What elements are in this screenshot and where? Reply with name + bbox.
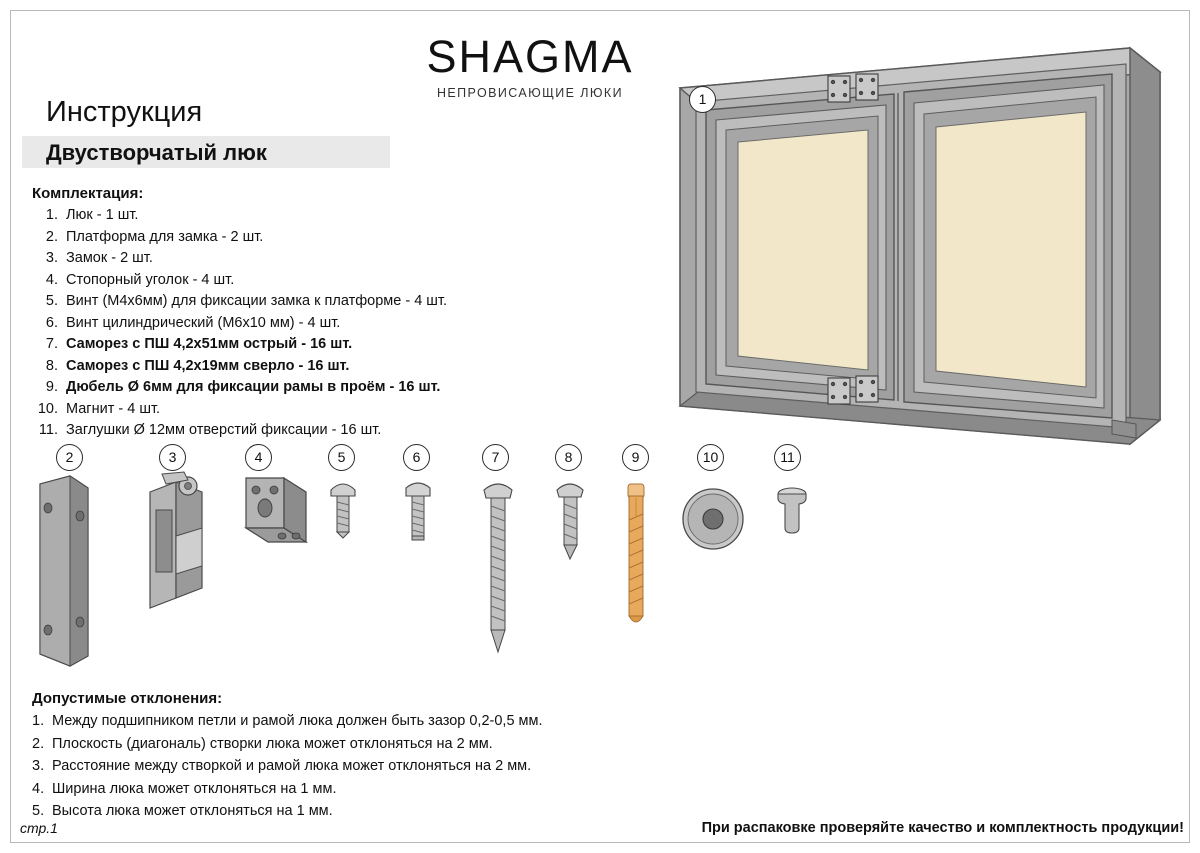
- tolerances-list: [32, 710, 692, 823]
- tolerance-list-item: [32, 800, 692, 823]
- kit-list-item: [32, 291, 642, 313]
- kit-list-item: [32, 270, 642, 292]
- part-drawing-stopper-angle: [238, 472, 314, 562]
- kit-list-item: [32, 227, 642, 249]
- kit-item-number: 1.: [45, 207, 58, 223]
- kit-item-number: 5.: [45, 293, 58, 309]
- tolerance-item-text: Высота люка может отклоняться на 1 мм.: [52, 803, 333, 819]
- part-drawing-magnet: [678, 484, 748, 554]
- kit-list-item: [32, 313, 642, 335]
- kit-list-item: [32, 377, 642, 399]
- tolerance-list-item: [32, 733, 692, 756]
- kit-item-text: Стопорный уголок - 4 шт.: [66, 271, 235, 288]
- kit-list-item: [32, 356, 642, 378]
- part-drawing-screw-m6x10: [401, 478, 435, 550]
- callout-part-4: 4: [245, 444, 272, 471]
- callout-part-7: 7: [482, 444, 509, 471]
- kit-item-text: Магнит - 4 шт.: [66, 400, 161, 417]
- page-number: стр.1: [20, 820, 58, 836]
- kit-item-number: 9.: [45, 379, 58, 395]
- part-drawing-lock: [140, 470, 220, 610]
- callout-part-6: 6: [403, 444, 430, 471]
- kit-list-item: [32, 248, 642, 270]
- kit-item-text: Замок - 2 шт.: [66, 250, 153, 266]
- tolerance-item-text: Плоскость (диагональ) створки люка может отклоняться на 2 мм.: [52, 735, 493, 752]
- tolerance-item-number: 1.: [32, 713, 45, 729]
- page-title: Инструкция: [46, 96, 203, 128]
- part-drawing-screw-m4x6: [325, 478, 361, 544]
- kit-list-item: [32, 334, 642, 356]
- kit-heading: Комплектация:: [32, 185, 144, 202]
- tolerance-list-item: [32, 710, 692, 733]
- callout-part-9: 9: [622, 444, 649, 471]
- part-drawing-platform: [28, 470, 108, 670]
- footer-note: При распаковке проверяйте качество и комплектность продукции!: [701, 820, 1184, 836]
- kit-item-text: Саморез с ПШ 4,2х51мм острый - 16 шт.: [66, 336, 353, 352]
- tolerance-list-item: [32, 755, 692, 778]
- callout-hatch: 1: [689, 86, 716, 113]
- kit-item-number: 7.: [45, 336, 58, 352]
- kit-item-text: Заглушки Ø 12мм отверстий фиксации - 16 шт.: [66, 422, 382, 438]
- kit-item-number: 10.: [37, 400, 58, 417]
- kit-item-number: 6.: [45, 314, 58, 331]
- tolerance-item-number: 4.: [32, 780, 45, 797]
- kit-item-text: Саморез с ПШ 4,2х19мм сверло - 16 шт.: [66, 357, 350, 374]
- kit-item-number: 3.: [45, 250, 58, 266]
- tolerances-heading: Допустимые отклонения:: [32, 690, 223, 707]
- tolerance-list-item: [32, 778, 692, 801]
- kit-item-text: Винт (М4х6мм) для фиксации замка к платформе - 4 шт.: [66, 293, 447, 309]
- callout-part-3: 3: [159, 444, 186, 471]
- kit-item-number: 4.: [45, 271, 58, 288]
- part-drawing-dowel-6mm: [618, 478, 654, 630]
- kit-item-number: 11.: [38, 422, 58, 438]
- callout-part-10: 10: [697, 444, 724, 471]
- tolerance-item-text: Расстояние между створкой и рамой люка может отклоняться на 2 мм.: [52, 758, 532, 774]
- brand-tagline: НЕПРОВИСАЮЩИЕ ЛЮКИ: [437, 86, 623, 100]
- callout-part-8: 8: [555, 444, 582, 471]
- hatch-illustration: [660, 28, 1180, 458]
- kit-list-item: [32, 420, 642, 442]
- kit-item-text: Люк - 1 шт.: [66, 207, 139, 223]
- tolerance-item-text: Ширина люка может отклоняться на 1 мм.: [52, 780, 337, 797]
- kit-list-item: [32, 399, 642, 421]
- tolerance-item-number: 3.: [32, 758, 45, 774]
- brand-name: SHAGMA: [426, 31, 634, 82]
- part-drawing-screw-4-2x19: [552, 478, 588, 562]
- kit-item-text: Дюбель Ø 6мм для фиксации рамы в проём - 16 шт.: [66, 379, 441, 395]
- callout-part-5: 5: [328, 444, 355, 471]
- brand-block: [380, 31, 680, 100]
- kit-list-item: [32, 205, 642, 227]
- page-subtitle: Двустворчатый люк: [46, 140, 267, 165]
- tolerance-item-number: 2.: [32, 735, 45, 752]
- kit-item-text: Винт цилиндрический (М6х10 мм) - 4 шт.: [66, 314, 341, 331]
- kit-item-number: 8.: [45, 357, 58, 374]
- kit-list: [32, 205, 642, 442]
- tolerance-item-text: Между подшипником петли и рамой люка должен быть зазор 0,2-0,5 мм.: [52, 713, 543, 729]
- tolerance-item-number: 5.: [32, 803, 45, 819]
- part-drawing-screw-4-2x51: [478, 478, 518, 658]
- kit-item-text: Платформа для замка - 2 шт.: [66, 228, 264, 245]
- kit-item-number: 2.: [45, 228, 58, 245]
- part-drawing-plug-12mm: [770, 484, 814, 540]
- callout-part-11: 11: [774, 444, 801, 471]
- callout-part-2: 2: [56, 444, 83, 471]
